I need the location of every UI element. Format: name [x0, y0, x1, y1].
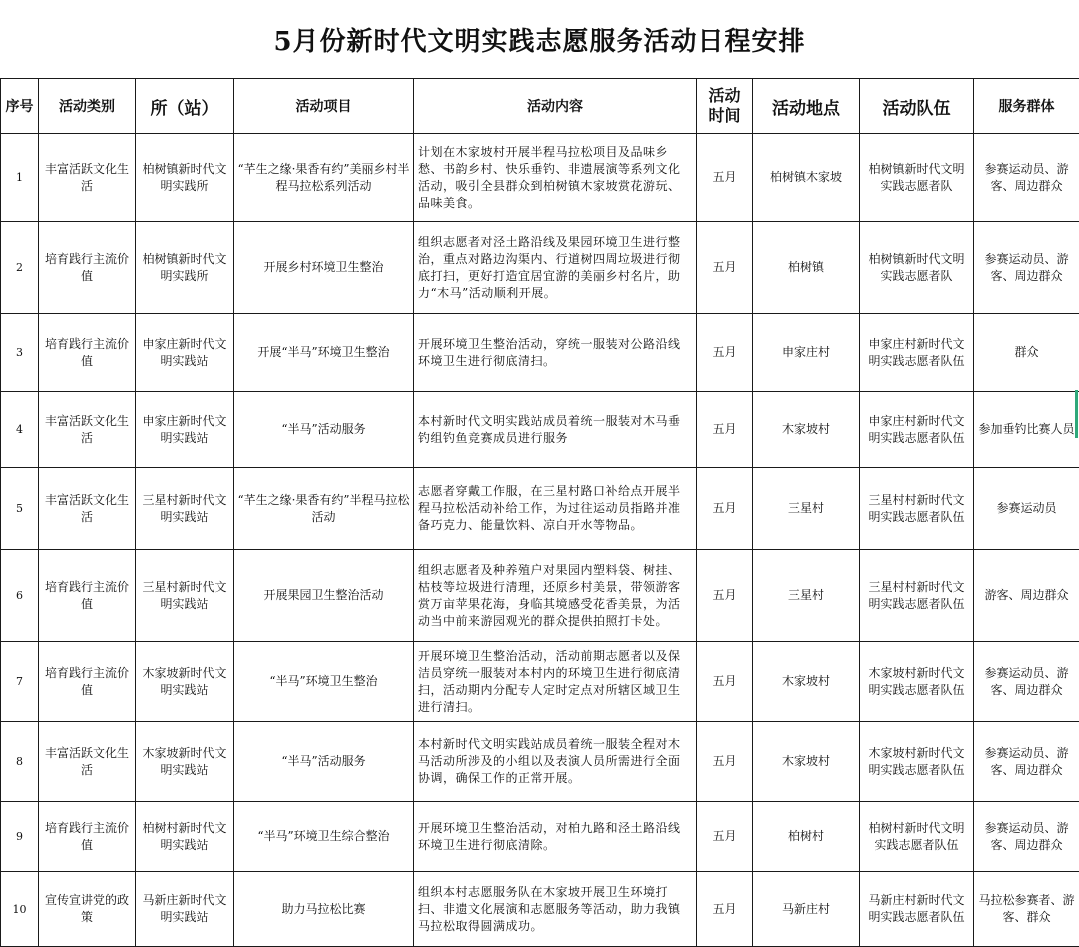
cell-team: 申家庄村新时代文明实践志愿者队伍	[860, 314, 974, 392]
cell-station: 木家坡新时代文明实践站	[136, 722, 234, 802]
cell-audience: 参赛运动员	[974, 468, 1079, 550]
cell-category: 培育践行主流价值	[39, 550, 136, 642]
cell-content: 组织志愿者及种养殖户对果园内塑料袋、树挂、枯枝等垃圾进行清理，还原乡村美景，带领游客赏万亩苹果花海，身临其境感受花香美景，为活动当中前来游园观光的群众提供拍照打卡处。	[414, 550, 697, 642]
cell-index: 7	[1, 642, 39, 722]
cell-time: 五月	[697, 222, 753, 314]
cell-audience: 参赛运动员、游客、周边群众	[974, 802, 1079, 872]
cell-index: 10	[1, 872, 39, 947]
table-row	[1, 134, 1079, 222]
cell-audience: 参赛运动员、游客、周边群众	[974, 642, 1079, 722]
cell-index: 2	[1, 222, 39, 314]
cell-project: 开展“半马”环境卫生整治	[234, 314, 414, 392]
cell-station: 木家坡新时代文明实践站	[136, 642, 234, 722]
table-row	[1, 468, 1079, 550]
cell-category: 培育践行主流价值	[39, 802, 136, 872]
cell-location: 木家坡村	[753, 392, 860, 468]
cell-team: 三星村村新时代文明实践志愿者队伍	[860, 550, 974, 642]
cell-time: 五月	[697, 642, 753, 722]
cell-index: 9	[1, 802, 39, 872]
cell-content: 开展环境卫生整治活动，穿统一服装对公路沿线环境卫生进行彻底清扫。	[414, 314, 697, 392]
cell-team: 马新庄村新时代文明实践志愿者队伍	[860, 872, 974, 947]
cell-category: 培育践行主流价值	[39, 222, 136, 314]
header-audience: 服务群体	[974, 79, 1079, 134]
cell-location: 柏树镇	[753, 222, 860, 314]
cell-station: 三星村新时代文明实践站	[136, 468, 234, 550]
cell-location: 柏树村	[753, 802, 860, 872]
cell-category: 丰富活跃文化生活	[39, 392, 136, 468]
cell-time: 五月	[697, 468, 753, 550]
cell-team: 柏树镇新时代文明实践志愿者队	[860, 134, 974, 222]
cell-audience: 游客、周边群众	[974, 550, 1079, 642]
cell-team: 柏树镇新时代文明实践志愿者队	[860, 222, 974, 314]
header-time: 活动时间	[697, 79, 753, 134]
cell-index: 6	[1, 550, 39, 642]
table-row	[1, 642, 1079, 722]
table-row	[1, 314, 1079, 392]
cell-location: 三星村	[753, 468, 860, 550]
cell-index: 5	[1, 468, 39, 550]
cell-team: 木家坡村新时代文明实践志愿者队伍	[860, 642, 974, 722]
cell-content: 本村新时代文明实践站成员着统一服装对木马垂钓组钓鱼竞赛成员进行服务	[414, 392, 697, 468]
cell-station: 马新庄新时代文明实践站	[136, 872, 234, 947]
cell-content: 本村新时代文明实践站成员着统一服装全程对木马活动所涉及的小组以及表演人员所需进行全面协调，确保工作的正常开展。	[414, 722, 697, 802]
scroll-edge-marker	[1075, 390, 1078, 438]
cell-team: 三星村村新时代文明实践志愿者队伍	[860, 468, 974, 550]
cell-location: 柏树镇木家坡	[753, 134, 860, 222]
table-row	[1, 872, 1079, 947]
header-location: 活动地点	[753, 79, 860, 134]
cell-project: “半马”活动服务	[234, 722, 414, 802]
page-title: 5月份新时代文明实践志愿服务活动日程安排	[0, 0, 1079, 78]
cell-station: 三星村新时代文明实践站	[136, 550, 234, 642]
cell-content: 开展环境卫生整治活动，活动前期志愿者以及保洁员穿统一服装对本村内的环境卫生进行彻底清扫，活动期内分配专人定时定点对所辖区域卫生进行清扫。	[414, 642, 697, 722]
cell-content: 组织本村志愿服务队在木家坡开展卫生环境打扫、非遗文化展演和志愿服务等活动，助力我镇马拉松取得圆满成功。	[414, 872, 697, 947]
cell-time: 五月	[697, 872, 753, 947]
cell-category: 培育践行主流价值	[39, 642, 136, 722]
cell-content: 开展环境卫生整治活动，对柏九路和泾土路沿线环境卫生进行彻底清除。	[414, 802, 697, 872]
cell-project: “芊生之缘·果香有约”美丽乡村半程马拉松系列活动	[234, 134, 414, 222]
cell-time: 五月	[697, 802, 753, 872]
cell-content: 志愿者穿戴工作服，在三星村路口补给点开展半程马拉松活动补给工作，为过往运动员指路并准备巧克力、能量饮料、凉白开水等物品。	[414, 468, 697, 550]
cell-team: 柏树村新时代文明实践志愿者队伍	[860, 802, 974, 872]
cell-location: 木家坡村	[753, 642, 860, 722]
cell-project: 助力马拉松比赛	[234, 872, 414, 947]
cell-station: 柏树镇新时代文明实践所	[136, 222, 234, 314]
cell-time: 五月	[697, 392, 753, 468]
cell-time: 五月	[697, 722, 753, 802]
cell-category: 丰富活跃文化生活	[39, 134, 136, 222]
cell-audience: 参赛运动员、游客、周边群众	[974, 134, 1079, 222]
header-station: 所（站）	[136, 79, 234, 134]
cell-location: 申家庄村	[753, 314, 860, 392]
cell-station: 柏树镇新时代文明实践所	[136, 134, 234, 222]
header-content: 活动内容	[414, 79, 697, 134]
cell-audience: 参赛运动员、游客、周边群众	[974, 222, 1079, 314]
cell-location: 木家坡村	[753, 722, 860, 802]
cell-station: 柏树村新时代文明实践站	[136, 802, 234, 872]
cell-project: 开展乡村环境卫生整治	[234, 222, 414, 314]
cell-time: 五月	[697, 314, 753, 392]
cell-audience: 参加垂钓比赛人员	[974, 392, 1079, 468]
cell-project: “半马”环境卫生整治	[234, 642, 414, 722]
cell-time: 五月	[697, 134, 753, 222]
table-row	[1, 392, 1079, 468]
cell-audience: 群众	[974, 314, 1079, 392]
header-category: 活动类别	[39, 79, 136, 134]
cell-location: 马新庄村	[753, 872, 860, 947]
cell-index: 8	[1, 722, 39, 802]
table-row	[1, 222, 1079, 314]
cell-category: 丰富活跃文化生活	[39, 468, 136, 550]
table-row	[1, 722, 1079, 802]
cell-project: 开展果园卫生整治活动	[234, 550, 414, 642]
header-team: 活动队伍	[860, 79, 974, 134]
cell-category: 培育践行主流价值	[39, 314, 136, 392]
cell-project: “半马”活动服务	[234, 392, 414, 468]
cell-time: 五月	[697, 550, 753, 642]
table-row	[1, 802, 1079, 872]
cell-project: “芊生之缘·果香有约”半程马拉松活动	[234, 468, 414, 550]
cell-content: 组织志愿者对泾土路沿线及果园环境卫生进行整治，重点对路边沟渠内、行道树四周垃圾进行彻底打扫，更好打造宜居宜游的美丽乡村名片，助力“木马”活动顺利开展。	[414, 222, 697, 314]
cell-team: 申家庄村新时代文明实践志愿者队伍	[860, 392, 974, 468]
cell-index: 3	[1, 314, 39, 392]
cell-index: 4	[1, 392, 39, 468]
table-row	[1, 550, 1079, 642]
cell-station: 申家庄新时代文明实践站	[136, 314, 234, 392]
schedule-table	[0, 78, 1079, 947]
cell-station: 申家庄新时代文明实践站	[136, 392, 234, 468]
cell-project: “半马”环境卫生综合整治	[234, 802, 414, 872]
cell-team: 木家坡村新时代文明实践志愿者队伍	[860, 722, 974, 802]
cell-audience: 参赛运动员、游客、周边群众	[974, 722, 1079, 802]
cell-location: 三星村	[753, 550, 860, 642]
header-row	[1, 79, 1079, 134]
cell-category: 宣传宣讲党的政策	[39, 872, 136, 947]
cell-category: 丰富活跃文化生活	[39, 722, 136, 802]
header-index: 序号	[1, 79, 39, 134]
header-project: 活动项目	[234, 79, 414, 134]
cell-content: 计划在木家坡村开展半程马拉松项目及品味乡愁、书韵乡村、快乐垂钓、非遗展演等系列文化活动，吸引全县群众到柏树镇木家坡赏花游玩、品味美食。	[414, 134, 697, 222]
cell-index: 1	[1, 134, 39, 222]
cell-audience: 马拉松参赛者、游客、群众	[974, 872, 1079, 947]
